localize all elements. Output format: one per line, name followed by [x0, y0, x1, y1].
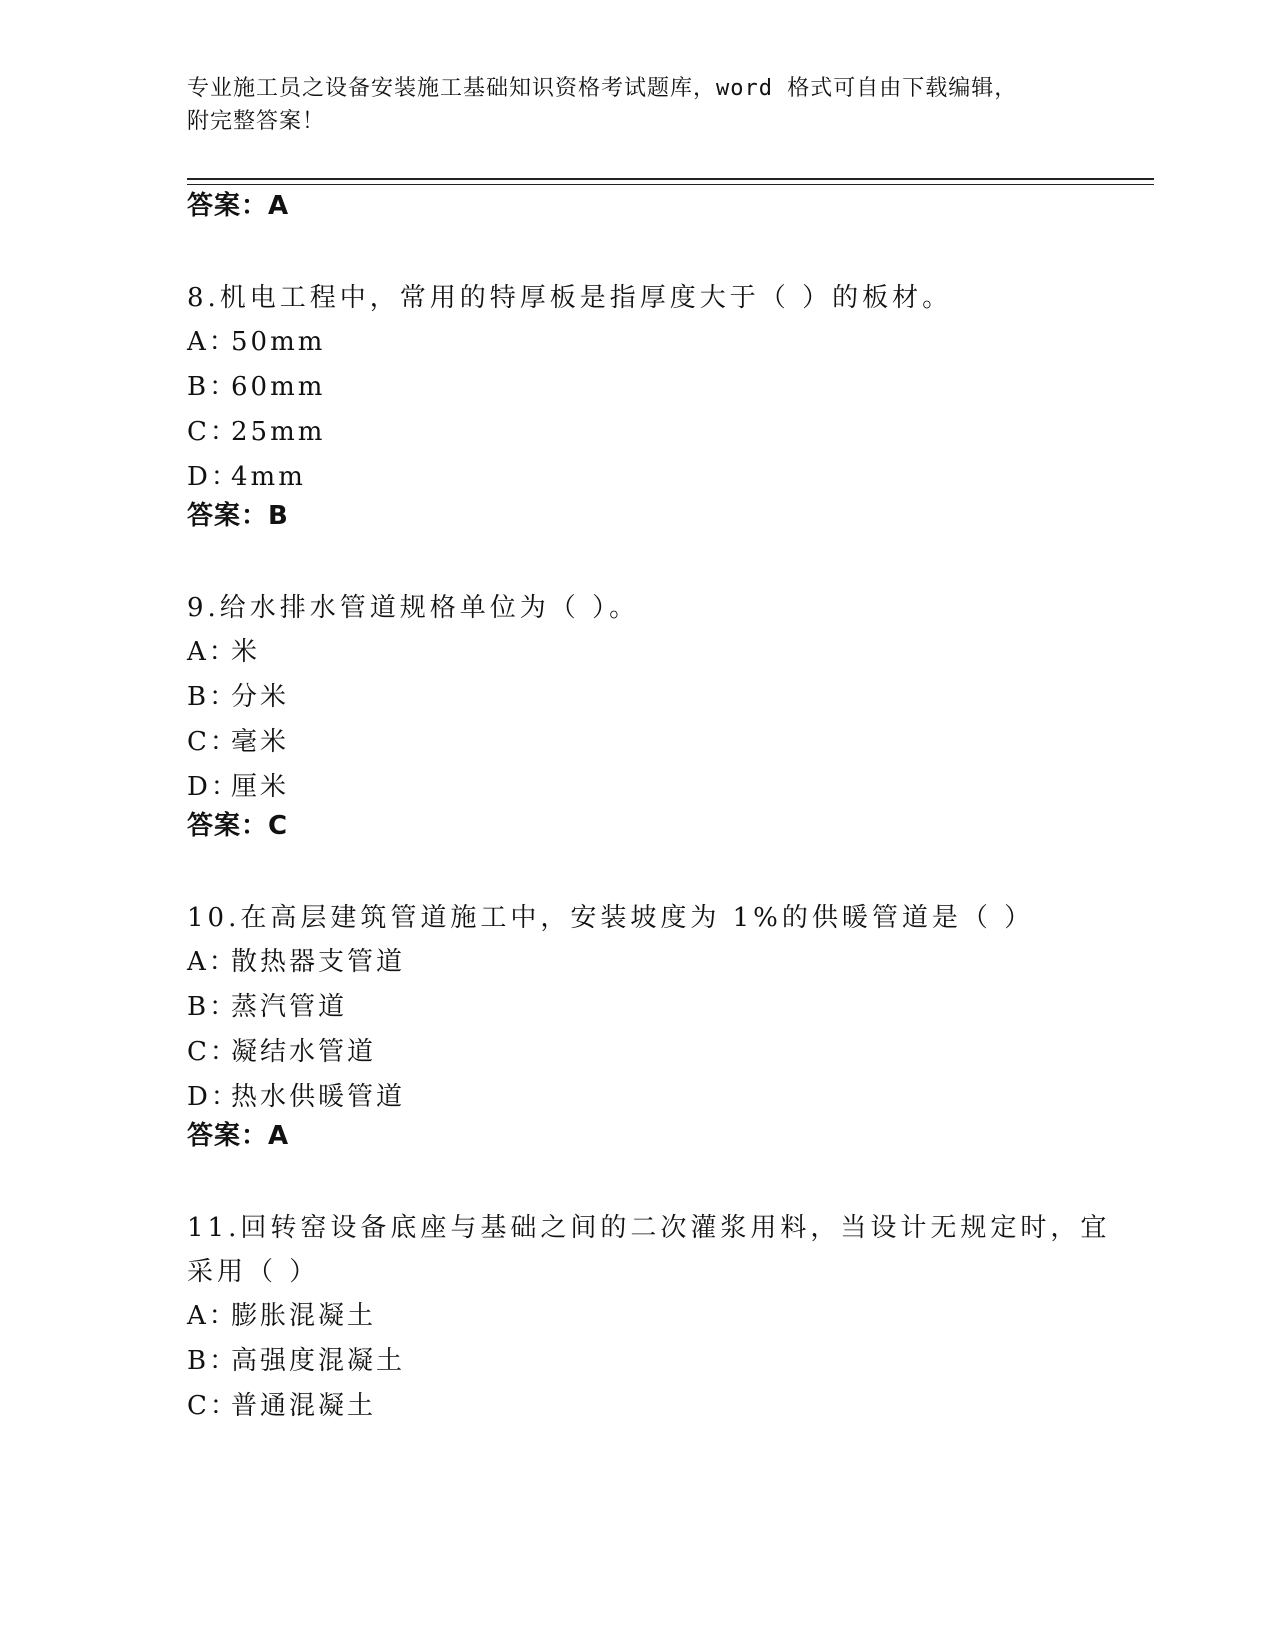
option-d [187, 1075, 1127, 1120]
option-a [187, 1294, 1127, 1339]
option-value: 凝结水管道 [231, 1037, 377, 1067]
answer: 答案：B [187, 501, 289, 531]
option-value: 蒸汽管道 [231, 992, 348, 1022]
option-key: D： [187, 462, 240, 492]
option-value: 高强度混凝土 [231, 1346, 406, 1376]
option-d [187, 455, 1127, 500]
option-value: 厘米 [231, 772, 290, 802]
option-key: B： [187, 682, 239, 712]
option-c [187, 1030, 1127, 1075]
option-key: A： [187, 1301, 238, 1331]
option-c [187, 410, 1127, 455]
option-value: 50mm [231, 327, 326, 357]
option-value: 分米 [231, 682, 290, 712]
option-b [187, 365, 1127, 410]
option-key: C： [187, 727, 239, 757]
question-11 [187, 1206, 1127, 1429]
option-key: B： [187, 1346, 239, 1376]
option-key: A： [187, 327, 238, 357]
option-value: 膨胀混凝土 [231, 1301, 377, 1331]
header-line-2: 附完整答案！ [187, 109, 326, 134]
question-8 [187, 276, 1127, 544]
question-9 [187, 586, 1127, 854]
header-line-1: 专业施工员之设备安装施工基础知识资格考试题库，word 格式可自由下载编辑， [187, 76, 1018, 101]
option-value: 热水供暖管道 [231, 1082, 406, 1112]
option-key: B： [187, 372, 239, 402]
answer: 答案：C [187, 811, 289, 841]
option-value: 普通混凝土 [231, 1391, 377, 1421]
option-value: 毫米 [231, 727, 290, 757]
option-value: 米 [231, 637, 261, 667]
question-list [187, 190, 1127, 1429]
answer: 答案：A [187, 1121, 290, 1151]
option-key: B： [187, 992, 239, 1022]
answer-previous: 答案：A [187, 191, 290, 221]
option-value: 4mm [231, 462, 306, 492]
question-text: 10.在高层建筑管道施工中，安装坡度为 1%的供暖管道是（ ） [187, 903, 1035, 933]
option-key: D： [187, 1082, 240, 1112]
header-divider-thick [187, 178, 1154, 180]
option-a [187, 630, 1127, 675]
document-header [187, 72, 1087, 138]
question-text-line-2: 采用（ ） [187, 1257, 320, 1287]
option-key: A： [187, 947, 238, 977]
option-b [187, 985, 1127, 1030]
option-key: C： [187, 1391, 239, 1421]
option-value: 60mm [231, 372, 326, 402]
question-text-line-1: 11.回转窑设备底座与基础之间的二次灌浆用料，当设计无规定时，宜 [187, 1213, 1111, 1243]
option-d [187, 765, 1127, 810]
option-a [187, 940, 1127, 985]
option-key: A： [187, 637, 238, 667]
option-c [187, 720, 1127, 765]
option-b [187, 675, 1127, 720]
option-value: 散热器支管道 [231, 947, 406, 977]
option-key: D： [187, 772, 240, 802]
option-b [187, 1339, 1127, 1384]
option-value: 25mm [231, 417, 326, 447]
question-text: 8.机电工程中，常用的特厚板是指厚度大于（ ）的板材。 [187, 283, 953, 313]
option-a [187, 320, 1127, 365]
question-10 [187, 896, 1127, 1164]
option-c [187, 1384, 1127, 1429]
header-divider-thin [187, 184, 1154, 185]
option-key: C： [187, 417, 239, 447]
question-text: 9.给水排水管道规格单位为（ ）。 [187, 593, 640, 623]
option-key: C： [187, 1037, 239, 1067]
